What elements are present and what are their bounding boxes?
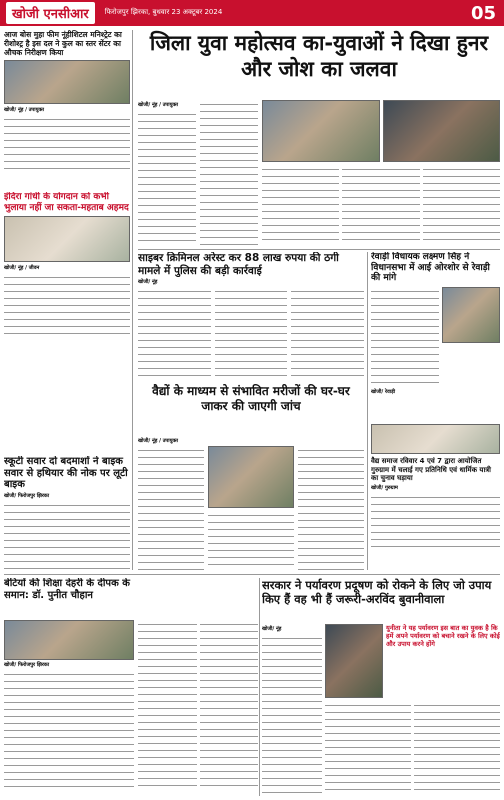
story-daughters-headline-box <box>4 578 134 618</box>
story-body <box>138 620 197 792</box>
story-daughters-cols <box>138 620 258 796</box>
story-byline: खोजी/ गुरुग्राम <box>371 484 398 491</box>
story-headline: वैद्यों के माध्यम से संभावित मरीजों की घर-घर जाकर की जाएगी जांच <box>152 384 350 413</box>
story-byline: खोजी/ फिरोजपुर झिरका <box>4 492 50 499</box>
lead-col-2 <box>200 100 258 246</box>
section-divider <box>4 574 500 575</box>
story-photo <box>325 624 383 698</box>
story-body <box>414 701 500 793</box>
page-number: 05 <box>470 2 496 24</box>
column-divider <box>259 578 260 796</box>
lead-photo-2 <box>383 100 501 162</box>
lead-body <box>138 110 196 244</box>
story-body <box>325 701 411 793</box>
story-body <box>371 287 439 387</box>
story-vaidya-samaj <box>371 424 500 570</box>
lead-body <box>200 100 258 246</box>
section-divider <box>138 249 500 250</box>
story-body <box>4 273 130 337</box>
story-photo <box>4 620 134 660</box>
story-byline: खोजी/ रेवाड़ी <box>371 388 396 395</box>
issue-meta: फिरोजपुर झिरका, बुधवार 23 अक्टूबर 2024 <box>104 8 223 17</box>
masthead <box>0 0 504 26</box>
lead-byline: खोजी/ नूंह / उपायुक्त <box>138 102 179 108</box>
story-body <box>262 634 322 794</box>
story-indira-gandhi <box>4 192 130 342</box>
story-vaidyas-body <box>138 436 364 570</box>
column-divider <box>367 252 368 570</box>
newspaper-logo: खोजी एनसीआर <box>6 2 95 24</box>
story-byline: खोजी/ नूंह / उपायुक्त <box>138 438 179 444</box>
story-photo <box>4 216 130 262</box>
story-byline: खोजी/ नूंह / उपायुक्त <box>4 107 45 113</box>
story-headline: रेवाड़ी विधायक लक्ष्मण सिंह ने विधानसभा में आई ओरशोर से रेवाड़ी की मांगे <box>371 252 490 283</box>
story-headline: आज बोस मुहा फीम नूंहीशिटल मनिश्ट्रेट का रीशोश्ट्र है इस दल ने कुल का स्तर सेंटर का औचक निरीक्षण किया <box>4 30 122 57</box>
story-photo <box>208 446 294 508</box>
lead-photo-1 <box>262 100 380 162</box>
story-body <box>371 493 500 553</box>
story-scooty-robbery <box>4 456 130 576</box>
lead-body <box>262 165 339 245</box>
column-divider <box>132 30 133 570</box>
pull-quote: युनीता ने यह पर्यावरण इस बात का युवक है कि हमें अपने पर्यावरण को बचाने रखने के लिए कोई और उपाय करने होंगे <box>386 624 500 648</box>
story-byline: खोजी/ नूंह <box>262 626 282 632</box>
story-photo <box>371 424 500 454</box>
story-body <box>298 446 364 570</box>
story-headline: इंदिरा गांधी के योगदान को कभी भुलाया नहीं जा सकता-महताब अहमद <box>4 192 129 213</box>
story-photo <box>4 60 130 104</box>
story-body <box>208 511 294 569</box>
story-body <box>4 670 134 790</box>
story-body <box>138 446 204 570</box>
story-byline: खोजी/ फिरोजपुर झिरका <box>4 662 50 668</box>
story-daughters-body <box>4 620 134 796</box>
story-headline: स्कूटी सवार दो बदमाशों ने बाइक सवार से हथियार की नोक पर लूटी बाइक <box>4 456 128 490</box>
story-body <box>4 115 130 175</box>
story-body <box>215 287 288 377</box>
story-headline: बेटियों की शिक्षा देहरी के दीपक के समान: डॉ. पुनीत चौहान <box>4 578 130 601</box>
lead-body <box>342 165 419 245</box>
story-pollution-headline-box <box>262 578 500 622</box>
story-body <box>138 287 211 377</box>
story-headline: साइबर क्रिमिनल अरेस्ट कर 88 लाख रुपया की ठगी मामले में पुलिस की बड़ी कार्रवाई <box>138 252 339 277</box>
story-body <box>4 501 130 571</box>
story-court-inspection <box>4 30 130 190</box>
story-pollution-body <box>262 624 500 796</box>
lead-headline-box <box>138 30 500 96</box>
story-headline: वैद्य समाज रविवार 4 एवं 7 द्वारा आयोजित गुरुग्राम में चलाई गए प्रतिनिधि एवं धार्मिक यात्री का चुनाव घड़ाया <box>371 457 491 482</box>
story-body <box>291 287 364 377</box>
lead-col-1 <box>138 100 196 246</box>
story-byline: खोजी/ नूंह <box>138 279 158 285</box>
story-rewari <box>371 252 500 422</box>
story-byline: खोजी/ नूंह / जीवन <box>4 265 40 271</box>
story-cyber-crime <box>138 252 364 382</box>
lead-photos <box>262 100 500 246</box>
story-vaidyas-headline-box <box>138 384 364 434</box>
story-body <box>200 620 259 792</box>
lead-body <box>423 165 500 245</box>
lead-headline: जिला युवा महोत्सव का-युवाओं ने दिखा हुनर और जोश का जलवा <box>149 31 489 81</box>
story-headline: सरकार ने पर्यावरण प्रदूषण को रोकने के लिए जो उपाय किए हैं वह भी हैं जरूरी-अरविंद बुवानीवाला <box>262 578 492 606</box>
story-photo <box>442 287 500 343</box>
